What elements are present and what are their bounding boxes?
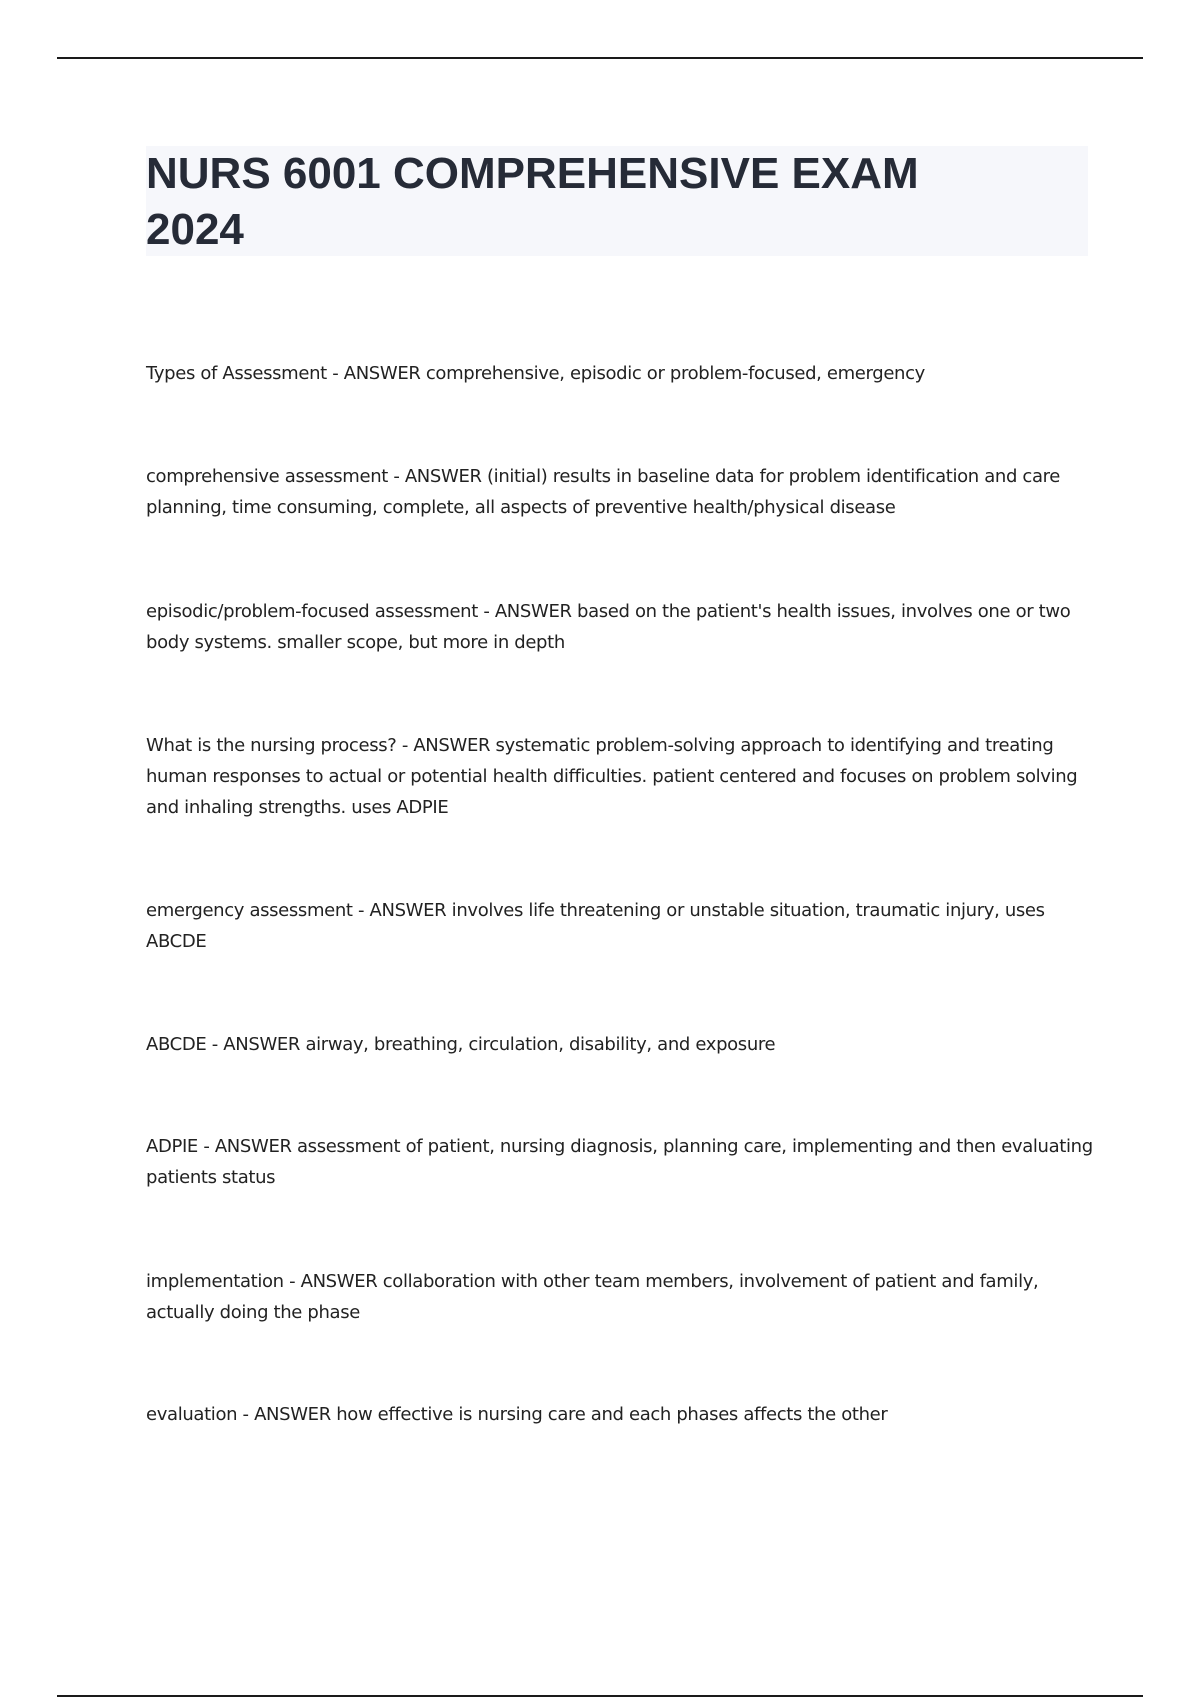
qa-list [146, 358, 1096, 1430]
document-title: NURS 6001 COMPREHENSIVE EXAM 2024 [146, 149, 919, 254]
qa-entry-comprehensive-assessment: comprehensive assessment - ANSWER (initial) results in baseline data for problem identification and care planning, time consuming, complete, all aspects of preventive health/physical disease [146, 466, 1060, 518]
qa-entry-evaluation: evaluation - ANSWER how effective is nursing care and each phases affects the other [146, 1404, 888, 1425]
qa-entry-types-of-assessment: Types of Assessment - ANSWER comprehensive, episodic or problem-focused, emergency [146, 363, 925, 384]
qa-entry-nursing-process: What is the nursing process? - ANSWER systematic problem-solving approach to identifying and treating human responses to actual or potential health difficulties. patient centered and focuses on problem solving and inhaling strengths. uses ADPIE [146, 735, 1078, 818]
qa-entry-adpie: ADPIE - ANSWER assessment of patient, nursing diagnosis, planning care, implementing and then evaluating patients status [146, 1136, 1093, 1188]
top-rule [57, 57, 1143, 59]
qa-entry-abcde: ABCDE - ANSWER airway, breathing, circulation, disability, and exposure [146, 1034, 776, 1055]
qa-entry-implementation: implementation - ANSWER collaboration with other team members, involvement of patient and family, actually doing the phase [146, 1271, 1039, 1323]
title-banner [146, 146, 1088, 256]
qa-entry-episodic-assessment: episodic/problem-focused assessment - ANSWER based on the patient's health issues, involves one or two body systems. smaller scope, but more in depth [146, 601, 1071, 653]
bottom-rule [57, 1695, 1143, 1697]
qa-entry-emergency-assessment: emergency assessment - ANSWER involves life threatening or unstable situation, traumatic injury, uses ABCDE [146, 900, 1045, 952]
